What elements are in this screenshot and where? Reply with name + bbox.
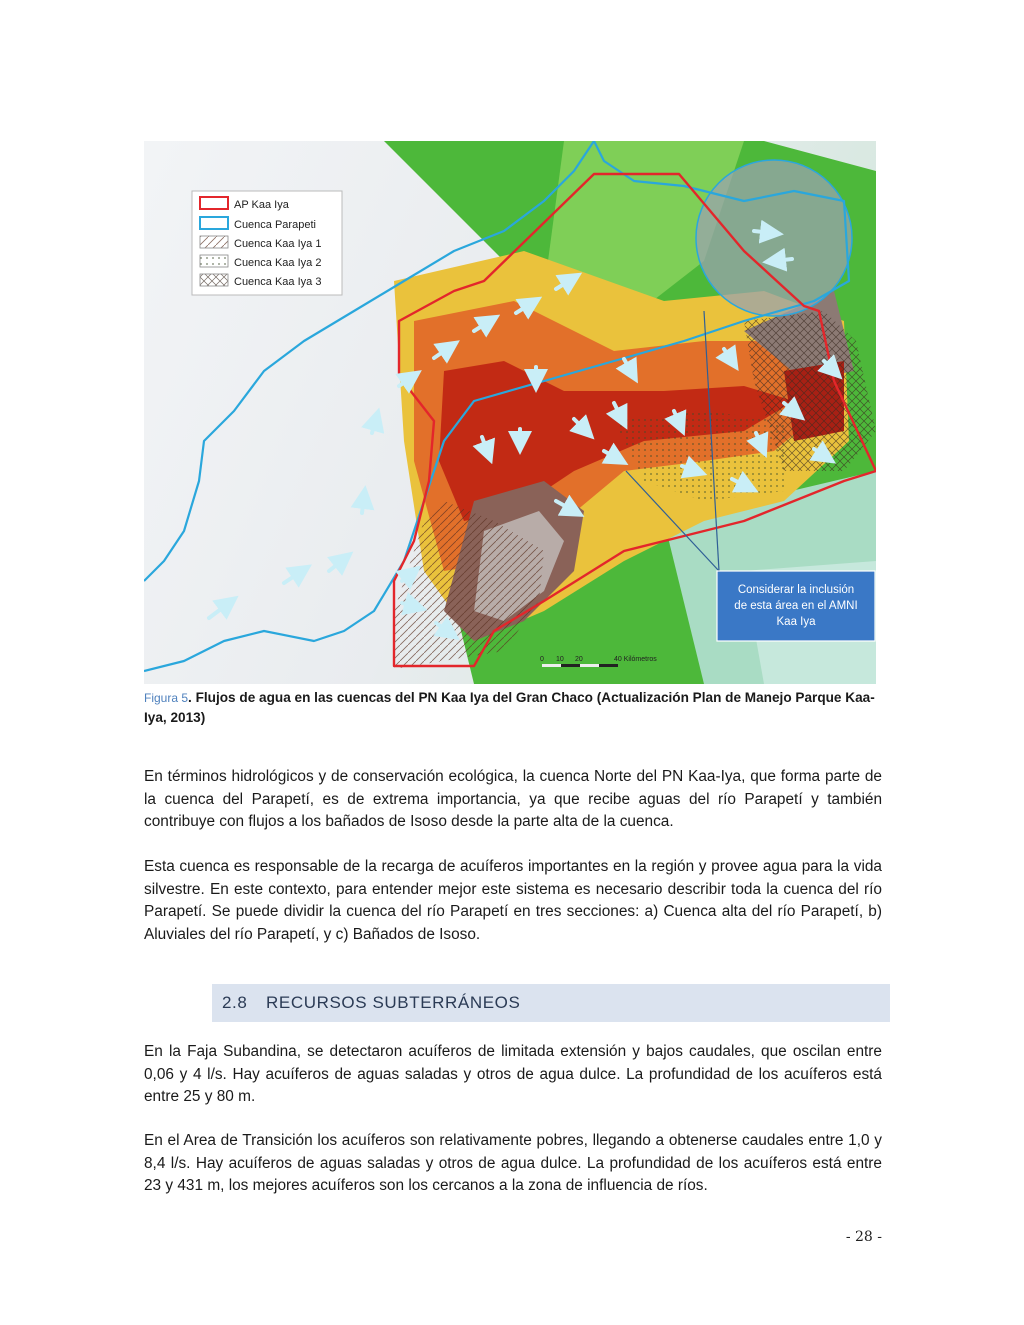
page-number: - 28 - [845, 1229, 882, 1245]
body-paragraph: En la Faja Subandina, se detectaron acuíferos de limitada extensión y bajos caudales, que oscilan entre 0,06 y 4 l/s. Hay acuíferos de aguas saladas y otros de agua dulce. La profundidad de los acuíferos está entre 25 y 80 m. [144, 1043, 882, 1105]
flow-arrow [362, 497, 364, 513]
callout-line-1: Considerar la inclusión [737, 584, 855, 596]
section-number: 2.8 [222, 993, 248, 1012]
watershed-map-figure [144, 141, 876, 684]
body-paragraph: En el Area de Transición los acuíferos son relativamente pobres, llegando a obtenerse caudales entre 1,0 y 8,4 l/s. Hay acuíferos de aguas saladas y otros de agua dulce. La profundidad de los acuíferos está entre 23 y 431 m, los mejores acuíferos son los cercanos a la zona de influencia de ríos. [144, 1132, 882, 1194]
legend-swatch-kaa-iya-3 [200, 274, 228, 286]
callout-line-3: Kaa Iya [776, 616, 816, 628]
legend-label: AP Kaa Iya [234, 199, 289, 211]
flow-arrow [754, 231, 772, 233]
legend-label: Cuenca Kaa Iya 1 [234, 238, 322, 250]
body-paragraph: Esta cuenca es responsable de la recarga de acuíferos importantes en la región y provee agua para la vida silvestre. En este contexto, para entender mejor este sistema es necesario describir toda la cuenca del río Parapetí. Se puede dividir la cuenca del río Parapetí en tres secciones: a) Cuenca alta del río Parapetí, b) Aluviales del río Parapetí, y c) Bañados de Isoso. [144, 858, 882, 943]
scale-bar-segment [542, 664, 561, 667]
map-legend [192, 191, 342, 295]
legend-label: Cuenca Kaa Iya 3 [234, 276, 322, 288]
scale-label: 0 [540, 656, 544, 663]
legend-swatch-kaa-iya-2 [200, 255, 228, 267]
figure-label: Figura 5 [144, 691, 189, 705]
legend-swatch-kaa-iya-1 [200, 236, 228, 248]
figure-caption-text: . Flujos de agua en las cuencas del PN Kaa Iya del Gran Chaco (Actualización Plan de Manejo Parque Kaa-Iya, 2013) [144, 690, 875, 725]
scale-bar-segment [580, 664, 599, 667]
callout-line-2: de esta área en el AMNI [734, 600, 858, 612]
scale-label: 40 Kilómetros [614, 656, 657, 663]
callout-box [717, 571, 875, 641]
flow-arrow [774, 259, 792, 261]
scale-label: 20 [575, 656, 583, 663]
section-heading [212, 984, 890, 1022]
legend-label: Cuenca Kaa Iya 2 [234, 257, 322, 269]
legend-label: Cuenca Parapeti [234, 219, 316, 231]
figure-caption [144, 688, 884, 728]
body-paragraph: En términos hidrológicos y de conservación ecológica, la cuenca Norte del PN Kaa-Iya, que forma parte de la cuenca del Parapetí, es de extrema importancia, ya que recibe aguas del río Parapetí y también contribuye con flujos a los bañados de Isoso desde la parte alta de la cuenca. [144, 768, 882, 830]
section-title: RECURSOS SUBTERRÁNEOS [266, 993, 521, 1012]
scale-label: 10 [556, 656, 564, 663]
